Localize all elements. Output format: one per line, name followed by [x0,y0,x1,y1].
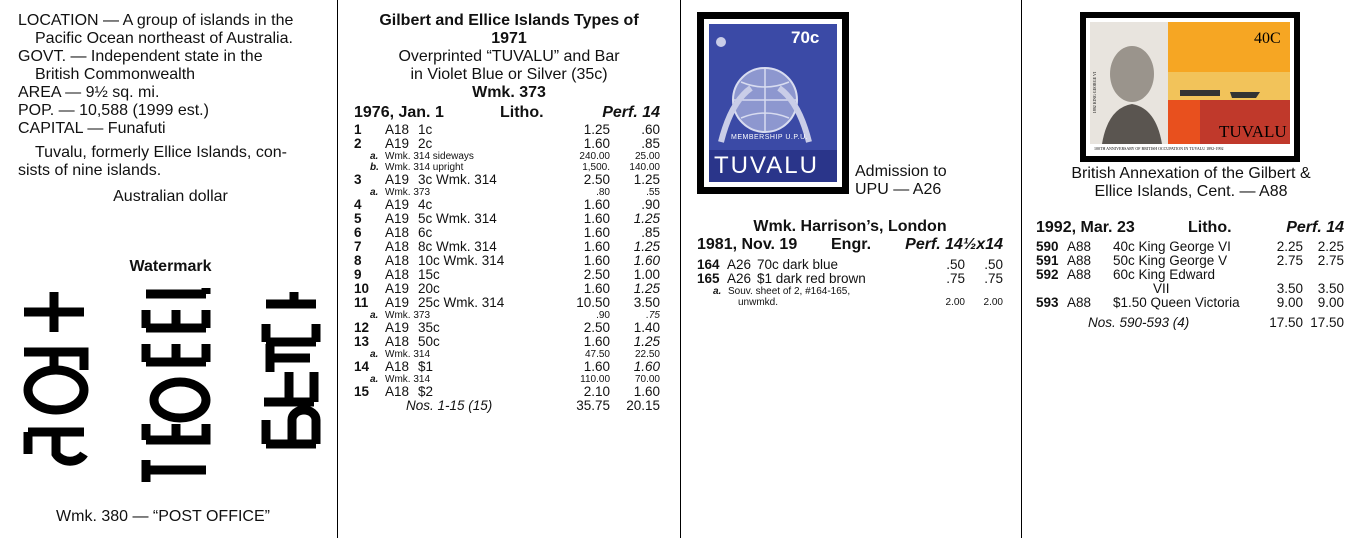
stamp-row [354,137,660,151]
catalogue-used-value: 1.25 [633,334,660,349]
upu-stamp-inner-text: MEMBERSHIP U.P.U. [731,134,809,141]
total-label: Nos. 590-593 (4) [1088,315,1190,330]
stamp-caption: British Annexation of the Gilbert & [1071,165,1311,182]
stamp-row [354,268,660,282]
stamp-row [1036,296,1344,310]
stamp-row [354,123,660,137]
issue-date: 1981, Nov. 19 [697,236,798,253]
catalogue-mint-value: .90 [596,310,610,321]
stamp-row [354,296,660,310]
variety-letter: a. [370,310,379,321]
catalogue-used-value: .75 [984,271,1003,286]
catalogue-number: 164 [697,257,720,272]
catalogue-used-value: 25.00 [634,151,660,162]
variety-letter: a. [370,187,379,198]
catalogue-used-value: 1.25 [633,172,660,187]
issue-total-line [354,399,660,413]
design-type: A88 [1067,295,1092,310]
stamp-row [1036,240,1344,254]
variety-description: Wmk. 314 [385,374,431,385]
catalogue-used-value: 1.60 [633,359,660,374]
catalogue-mint-value: 2.50 [583,320,610,335]
catalogue-mint-value: 110.00 [580,374,610,385]
catalogue-used-value: 1.25 [633,239,660,254]
location-line-cont: Pacific Ocean northeast of Australia. [35,30,293,47]
catalogue-mint-value: 2.50 [583,267,610,282]
sub-description: Souv. sheet of 2, #164-165, [728,286,851,297]
catalogue-used-value: 1.25 [633,211,660,226]
catalogue-number: 12 [354,320,370,335]
stamp-row [1036,282,1344,296]
issue-date: 1976, Jan. 1 [354,104,444,121]
catalogue-used-value: .60 [641,122,660,137]
catalogue-used-value: 70.00 [634,374,660,385]
denomination: 5c Wmk. 314 [418,211,497,226]
catalogue-mint-value: 1.60 [583,225,610,240]
catalogue-number: 14 [354,359,370,374]
catalogue-mint-value: 1.25 [583,122,610,137]
stamp-row [354,240,660,254]
perforation: Perf. 14½x14 [905,236,1003,253]
denomination: $2 [418,384,434,399]
stamp-row [354,226,660,240]
perforation: Perf. 14 [1286,219,1344,236]
catalogue-mint-value: 1.60 [583,334,610,349]
variety-description: Wmk. 314 sideways [385,151,474,162]
catalogue-mint-value: 2.50 [583,172,610,187]
design-type: A26 [727,271,752,286]
catalogue-mint-value: 1.60 [583,197,610,212]
catalogue-number: 591 [1036,253,1059,268]
denomination: $1 [418,359,434,374]
denomination: 1c [418,122,433,137]
print-process: Litho. [500,104,544,121]
denomination: $1.50 Queen Victoria [1113,295,1240,310]
denomination: $1 dark red brown [757,271,866,286]
catalogue-used-value: 3.50 [1317,281,1344,296]
denomination: 8c Wmk. 314 [418,239,497,254]
catalogue-mint-value: .80 [596,187,610,198]
variety-letter: a. [370,374,379,385]
stamp-row [1036,254,1344,268]
stamp-caption: Admission to [855,163,947,180]
overprint-note: Overprinted “TUVALU” and Bar [398,48,620,65]
overprint-note-cont: in Violet Blue or Silver (35c) [410,66,608,83]
sub-description-cont: unwmkd. [738,297,779,308]
denomination: VII [1153,281,1170,296]
design-type: A19 [385,320,410,335]
catalogue-mint-value: 240.00 [579,151,610,162]
denomination: 70c dark blue [757,257,839,272]
catalogue-mint-value: 1.60 [583,253,610,268]
design-type: A88 [1067,239,1092,254]
design-type: A18 [385,359,410,374]
catalogue-mint-value: 2.75 [1276,253,1303,268]
stamp-caption-type: UPU — A26 [855,181,942,198]
catalogue-used-value: 140.00 [629,162,660,173]
catalogue-number: 5 [354,211,362,226]
denomination: 20c [418,281,440,296]
catalogue-number: 8 [354,253,362,268]
denomination: 2c [418,136,433,151]
catalogue-used-value: 3.50 [633,295,660,310]
design-type: A88 [1067,267,1092,282]
catalogue-mint-value: 2.25 [1276,239,1303,254]
stamp-row [354,254,660,268]
catalogue-used-value: 2.75 [1317,253,1344,268]
watermark-note: Wmk. 373 [472,84,546,101]
souvenir-sheet-line [697,286,1003,310]
catalogue-number: 165 [697,271,720,286]
annexation-stamp-country: TUVALU [1219,122,1287,141]
total-mint: 17.50 [1269,315,1303,330]
denomination: 35c [418,320,440,335]
stamp-caption-type: Ellice Islands, Cent. — A88 [1094,183,1288,200]
catalogue-mint-value: 10.50 [576,295,610,310]
catalogue-number: 1 [354,122,362,137]
stamp-row [697,258,1003,272]
catalogue-used-value: .90 [641,197,660,212]
capital-line: CAPITAL — Funafuti [18,120,166,137]
denomination: 50c King George V [1113,253,1228,268]
watermark-note: Wmk. Harrison’s, London [753,218,947,235]
issue-1981-column [681,0,1021,538]
catalogue-number: 592 [1036,267,1059,282]
issue-1976-column [338,0,680,538]
perforation: Perf. 14 [602,104,660,121]
issue-title: Gilbert and Ellice Islands Types of [379,12,639,29]
variety-letter: a. [370,349,379,360]
intro-paragraph: Tuvalu, formerly Ellice Islands, con- [35,144,287,161]
catalogue-mint-value: 1.60 [583,239,610,254]
stamp-row [354,282,660,296]
issue-1992-column [1022,0,1360,538]
catalogue-mint-value: 1.60 [583,359,610,374]
catalogue-mint-value: 1.60 [583,136,610,151]
catalogue-mint-value: 2.10 [583,384,610,399]
annexation-stamp-side-text: 1892 KING GEORGE VI [1092,71,1098,114]
catalogue-used-value: 1.60 [633,253,660,268]
stamp-variety-row [354,151,660,162]
catalogue-number: 9 [354,267,362,282]
catalogue-used-value: 22.50 [634,349,660,360]
issue-header-line [354,104,660,122]
variety-letter: b. [370,162,379,173]
stamp-row [354,198,660,212]
total-used: 17.50 [1310,315,1344,330]
catalogue-number: 593 [1036,295,1059,310]
govt-line: GOVT. — Independent state in the [18,48,263,65]
design-type: A18 [385,253,410,268]
country-intro-column [0,0,337,538]
catalogue-used-value: 2.25 [1317,239,1344,254]
variety-description: Wmk. 373 [385,310,431,321]
govt-line-cont: British Commonwealth [35,66,196,83]
catalogue-used-value: .75 [646,310,660,321]
variety-description: Wmk. 373 [385,187,431,198]
stamp-list [1036,240,1344,310]
intro-paragraph-cont: sists of nine islands. [18,162,162,179]
catalogue-used-value: .50 [984,257,1003,272]
design-type: A19 [385,295,410,310]
catalogue-used-value: 1.00 [633,267,660,282]
area-line: AREA — 9½ sq. mi. [18,84,160,101]
catalogue-number: 11 [354,295,369,310]
catalogue-mint-value: 1,500. [582,162,610,173]
location-line: LOCATION — A group of islands in the [18,12,294,29]
upu-stamp-value: 70c [791,28,820,47]
total-used: 20.15 [626,398,660,413]
design-type: A19 [385,172,410,187]
denomination: 50c [418,334,440,349]
print-process: Engr. [831,236,872,253]
design-type: A19 [385,281,410,296]
design-type: A26 [727,257,752,272]
design-type: A18 [385,225,410,240]
sub-letter: a. [713,286,722,297]
stamp-row [354,212,660,226]
catalogue-mint-value: 9.00 [1276,295,1303,310]
design-type: A18 [385,239,410,254]
catalogue-number: 590 [1036,239,1059,254]
denomination: 3c Wmk. 314 [418,172,497,187]
denomination: 25c Wmk. 314 [418,295,505,310]
annexation-stamp-bottom-text: 100TH ANNIVERSARY OF BRITISH OCCUPATION IN TUVALU 1892-1992 [1094,146,1224,151]
catalogue-used-value: 9.00 [1317,295,1344,310]
catalogue-used-value: 1.40 [633,320,660,335]
sub-mint: 2.00 [945,297,965,308]
stamp-row [354,360,660,374]
catalogue-number: 10 [354,281,370,296]
stamp-row [1036,268,1344,282]
variety-letter: a. [370,151,379,162]
sub-used: 2.00 [983,297,1003,308]
stamp-row [354,385,660,399]
issue-header-line [1036,219,1344,237]
watermark-heading: Watermark [129,258,212,275]
design-type: A18 [385,122,410,137]
catalogue-mint-value: 47.50 [584,349,610,360]
catalogue-used-value: .85 [641,136,660,151]
denomination: 6c [418,225,433,240]
catalogue-mint-value: 1.60 [583,281,610,296]
issue-date: 1992, Mar. 23 [1036,219,1135,236]
stamp-row [354,335,660,349]
catalogue-number: 6 [354,225,362,240]
stamp-row [697,272,1003,286]
design-type: A18 [385,267,410,282]
watermark-caption: Wmk. 380 — “POST OFFICE” [56,508,270,525]
issue-header-line [697,236,1003,254]
catalogue-used-value: .85 [641,225,660,240]
catalogue-number: 13 [354,334,370,349]
design-type: A19 [385,211,410,226]
catalogue-mint-value: .50 [946,257,965,272]
upu-stamp-country: TUVALU [714,152,819,179]
total-mint: 35.75 [576,398,610,413]
denomination: 40c King George VI [1113,239,1231,254]
design-type: A18 [385,384,410,399]
catalogue-used-value: .55 [646,187,660,198]
population-line: POP. — 10,588 (1999 est.) [18,102,209,119]
design-type: A18 [385,334,410,349]
issue-title-year: 1971 [491,30,527,47]
catalogue-mint-value: 1.60 [583,211,610,226]
variety-description: Wmk. 314 upright [385,162,464,173]
watermark-illustration [14,282,324,504]
issue-total-line [1036,316,1344,330]
catalogue-number: 15 [354,384,370,399]
stamp-row [354,173,660,187]
stamp-list [697,258,1003,286]
catalogue-used-value: 1.25 [633,281,660,296]
annexation-stamp-value: 40C [1254,30,1281,47]
total-label: Nos. 1-15 (15) [406,398,493,413]
stamp-list [354,123,660,399]
design-type: A19 [385,136,410,151]
catalogue-number: 4 [354,197,362,212]
catalogue-number: 3 [354,172,362,187]
catalogue-mint-value: 3.50 [1276,281,1303,296]
design-type: A19 [385,197,410,212]
denomination: 4c [418,197,433,212]
denomination: 10c Wmk. 314 [418,253,505,268]
denomination: 60c King Edward [1113,267,1216,282]
stamp-row [354,321,660,335]
denomination: 15c [418,267,440,282]
variety-description: Wmk. 314 [385,349,431,360]
design-type: A88 [1067,253,1092,268]
catalogue-number: 7 [354,239,362,254]
catalogue-mint-value: .75 [946,271,965,286]
currency-line: Australian dollar [113,188,228,205]
catalogue-number: 2 [354,136,362,151]
print-process: Litho. [1188,219,1232,236]
catalogue-used-value: 1.60 [633,384,660,399]
